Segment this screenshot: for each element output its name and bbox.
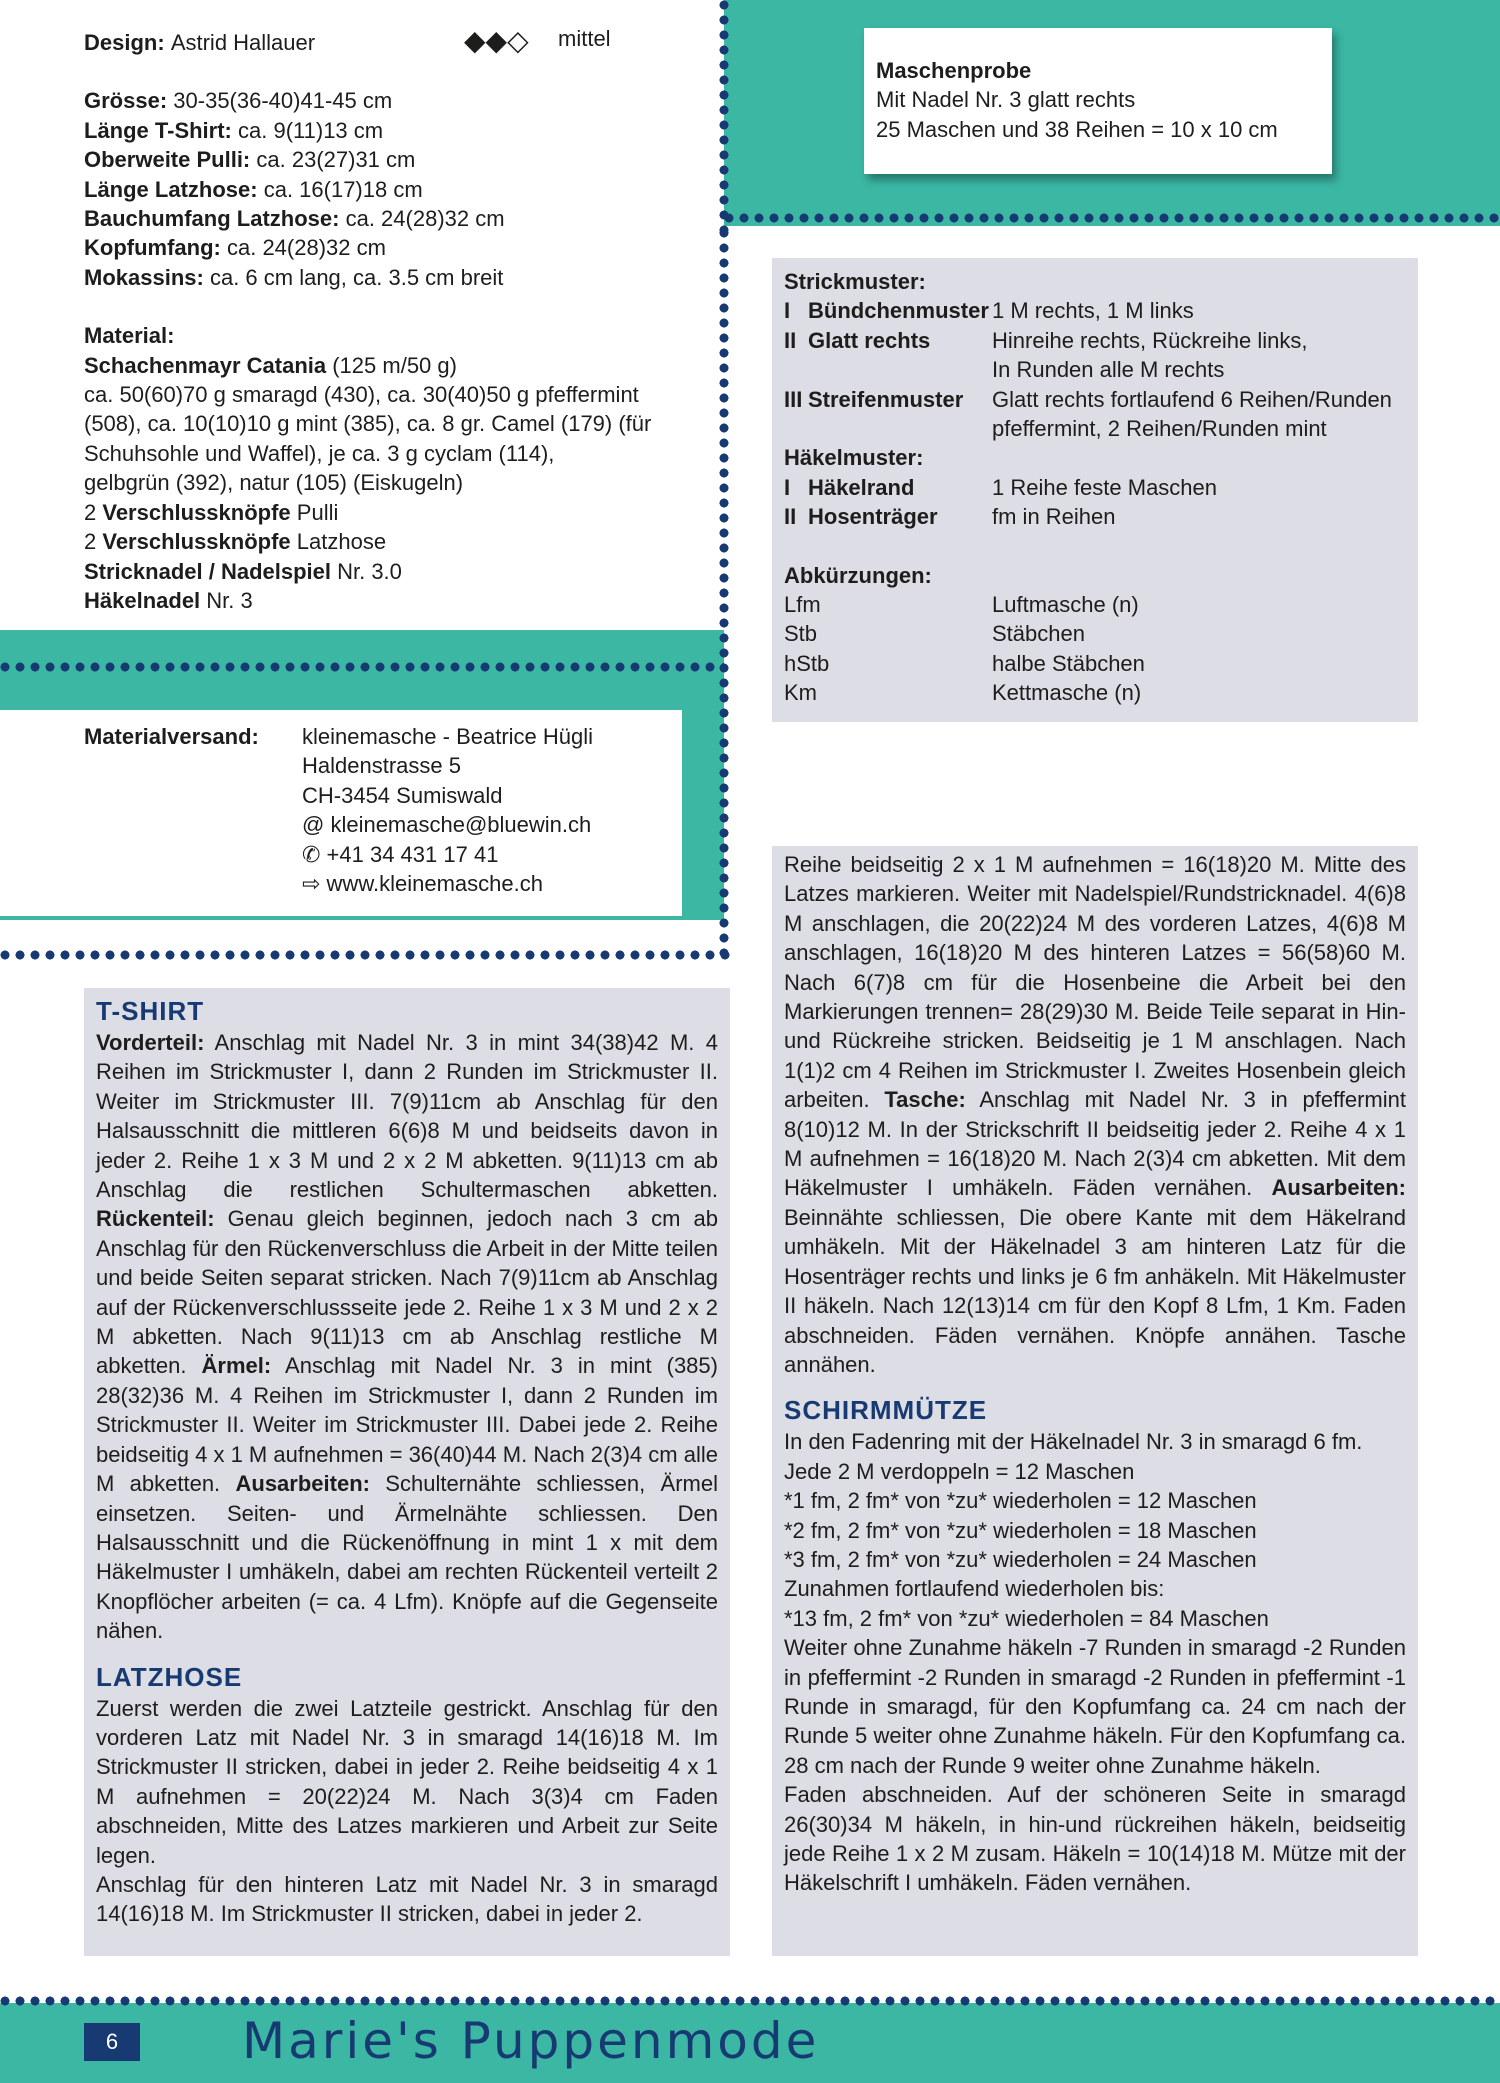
abbr-value: halbe Stäbchen — [992, 650, 1145, 676]
pattern-row — [784, 502, 1418, 531]
abbr-key: Lfm — [784, 592, 821, 618]
size-label: Oberweite Pulli: — [84, 147, 251, 173]
pattern-desc: Glatt rechts fortlaufend 6 Reihen/Runden — [992, 386, 1392, 412]
extra-label: Verschlussknöpfe — [102, 499, 291, 525]
cap-line: In den Fadenring mit der Häkelnadel Nr. 3 in smaragd 6 fm. — [784, 1429, 1363, 1455]
size-row — [84, 175, 680, 204]
pattern-number: III — [784, 386, 803, 412]
cap-text-2: Faden abschneiden. Auf der schöneren Seite in smaragd 26(30)34 M häkeln, in hin-und rückreihen häkeln, beidseitig jede Reihe 1 x 2 M zusam. Häkeln = 10(14)18 M. Mütze mit der Häkelschrift I umhäkeln. Fäden vernähen. — [784, 1782, 1406, 1896]
supplier-phone: ✆ +41 34 431 17 41 — [302, 841, 499, 867]
dotted-divider-left-lower — [0, 950, 734, 960]
extra-value: Nr. 3 — [200, 587, 253, 613]
sizes-list — [84, 86, 680, 292]
pattern-desc: Hinreihe rechts, Rückreihe links, — [992, 327, 1308, 353]
size-label: Bauchumfang Latzhose: — [84, 206, 340, 232]
pattern-name — [808, 414, 992, 443]
design-label: Design: — [84, 30, 165, 55]
extra-pre: 2 — [84, 499, 103, 525]
abbr-row — [784, 678, 1418, 707]
pattern-name: Bündchenmuster — [808, 298, 989, 324]
supplier-street: Haldenstrasse 5 — [302, 753, 461, 779]
size-label: Länge T-Shirt: — [84, 117, 232, 143]
knit-patterns-list — [784, 296, 1418, 443]
supplier-box — [0, 710, 682, 916]
pattern-name: Streifenmuster — [808, 386, 964, 412]
size-row — [84, 116, 680, 145]
size-label: Länge Latzhose: — [84, 176, 258, 202]
pattern-row — [784, 414, 1418, 443]
pattern-name: Hosenträger — [808, 504, 938, 530]
dotted-divider-vertical-middle — [719, 228, 729, 958]
difficulty-icons: ◆◆◇ — [464, 25, 529, 56]
size-row — [84, 233, 680, 262]
abbreviations-list — [784, 590, 1418, 708]
abbr-value: Kettmasche (n) — [992, 680, 1142, 706]
cap-lines — [784, 1427, 1406, 1633]
yarn-brand: Schachenmayr Catania — [84, 352, 327, 378]
extra-value: Nr. 3.0 — [330, 558, 402, 584]
pattern-desc: In Runden alle M rechts — [992, 357, 1225, 383]
abbr-key: Stb — [784, 621, 818, 647]
dotted-divider-top-right — [724, 213, 1500, 223]
latzhose-text-3: Reihe beidseitig 2 x 1 M aufnehmen = 16(18)20 M. Mitte des Latzes markieren. Weiter mit Nadelspiel/Rundstricknadel. 4(6)8 M anschlagen, die 20(22)24 M des vorderen Latzes, 4(6)8 M anschlagen, 16(18)20 M des hinteren Latzes = 56(58)60 M. Nach 6(7)8 cm für die Hosenbeine die Arbeit bei den Markierungen trennen= 28(29)30 M. Beide Teile separat in Hin- und Rückreihe stricken. Beidseitig je 1 M anschlagen. Nach 1(1)2 cm 4 Reihen im Strickmuster I. Zweites Hosenbein gleich arbeiten. Tasche: Anschlag mit Nadel Nr. 3 in pfeffermint 8(10)12 M. In der Strickschrift II beidseitig jeder 2. Reihe 4 x 1 M aufnehmen = 16(18)20 M. Nach 2(3)4 cm abketten. Mit dem Häkelmuster I umhäkeln. Fäden vernähen. Ausarbeiten: Beinnähte schliessen, Die obere Kante mit dem Häkelrand umhäkeln. Mit der Häkelnadel 3 am hinteren Latz für die Hosenträger rechts und links je 6 fm anhäkeln. Mit Häkelmuster II häkeln. Nach 12(13)14 cm für den Kopf 8 Lfm, 1 Km. Faden abschneiden. Fäden vernähen. Knöpfe annähen. Tasche annähen. — [784, 852, 1406, 1377]
size-value: ca. 24(28)32 cm — [226, 235, 386, 261]
abbr-row — [784, 619, 1418, 648]
gauge-box — [864, 28, 1332, 174]
size-value: ca. 6 cm lang, ca. 3.5 cm breit — [209, 264, 504, 290]
supplier-email[interactable]: @ kleinemasche@bluewin.ch — [302, 812, 592, 838]
abbr-row — [784, 590, 1418, 619]
yarn-line: gelbgrün (392), natur (105) (Eiskugeln) — [84, 470, 464, 496]
pattern-row — [784, 473, 1418, 502]
pattern-desc: pfeffermint, 2 Reihen/Runden mint — [992, 416, 1327, 442]
crochet-patterns-list — [784, 473, 1418, 532]
abbr-key: hStb — [784, 650, 830, 676]
pattern-row — [784, 355, 1418, 384]
cap-line: *3 fm, 2 fm* von *zu* wiederholen = 24 Maschen — [784, 1546, 1257, 1572]
design-value: Astrid Hallauer — [170, 30, 316, 55]
cap-heading: SCHIRMMÜTZE — [784, 1395, 988, 1426]
extra-row — [84, 498, 680, 527]
extra-label: Stricknadel / Nadelspiel — [84, 558, 331, 584]
yarn-line: (508), ca. 10(10)10 g mint (385), ca. 8 gr. Camel (179) (für — [84, 411, 652, 437]
tshirt-heading: T-SHIRT — [96, 996, 205, 1026]
cap-line: Zunahmen fortlaufend wiederholen bis: — [784, 1576, 1165, 1602]
cap-text-1: Weiter ohne Zunahme häkeln -7 Runden in smaragd -2 Runden in pfeffermint -2 Runden in smaragd -2 Runden in pfeffermint -1 Runde in smaragd, für den Kopfumfang ca. 24 cm nach der Runde 5 weiter ohne Zunahme häkeln. Für den Kopfumfang ca. 28 cm nach der Runde 9 weiter ohne Zunahme häkeln. — [784, 1635, 1406, 1778]
extra-value: Pulli — [290, 499, 339, 525]
abbr-value: Stäbchen — [992, 621, 1085, 647]
page-number: 6 — [84, 2023, 140, 2061]
extra-pre: 2 — [84, 529, 103, 555]
extra-row — [84, 557, 680, 586]
pattern-number: I — [784, 474, 791, 500]
extra-value: Latzhose — [290, 529, 387, 555]
extra-row — [84, 586, 680, 615]
latzhose-heading: LATZHOSE — [96, 1661, 243, 1692]
dotted-divider-vertical-top — [719, 0, 729, 240]
material-heading: Material: — [84, 323, 175, 349]
gauge-line-1: Mit Nadel Nr. 3 glatt rechts — [876, 87, 1136, 113]
yarn-line — [84, 351, 680, 380]
pattern-name: Glatt rechts — [808, 327, 931, 353]
pattern-number — [784, 355, 808, 384]
crochet-heading: Häkelmuster: — [784, 445, 924, 471]
pattern-desc: 1 M rechts, 1 M links — [992, 298, 1194, 324]
extra-row — [84, 527, 680, 556]
size-row — [84, 263, 680, 292]
cap-line: *1 fm, 2 fm* von *zu* wiederholen = 12 Maschen — [784, 1488, 1257, 1514]
latzhose-text-2: Anschlag für den hinteren Latz mit Nadel Nr. 3 in smaragd 14(16)18 M. Im Strickmuster II stricken, dabei in jeder 2. — [96, 1871, 718, 1927]
cap-line: *13 fm, 2 fm* von *zu* wiederholen = 84 Maschen — [784, 1605, 1269, 1631]
info-box — [0, 0, 680, 628]
size-value: ca. 23(27)31 cm — [256, 147, 416, 173]
pattern-number — [784, 414, 808, 443]
knit-heading: Strickmuster: — [784, 269, 926, 294]
tshirt-text: Vorderteil: Anschlag mit Nadel Nr. 3 in mint 34(38)42 M. 4 Reihen im Strickmuster I, dann 2 Runden im Strickmuster II. Weiter im Strickmuster III. 7(9)11cm ab Anschlag für den Halsausschnitt die mittleren 6(6)8 M und beidseits davon in jeder 2. Reihe 1 x 3 M und 2 x 2 M abketten. 9(11)13 cm ab Anschlag die restlichen Schultermaschen abketten. Rückenteil: Genau gleich beginnen, jedoch nach 3 cm ab Anschlag für den Rückenverschluss die Arbeit in der Mitte teilen und beide Seiten separat stricken. Nach 7(9)11cm ab Anschlag auf der Rückenverschlussseite jede 2. Reihe 1 x 3 M und 2 x 2 M abketten. Nach 9(11)13 cm ab Anschlag restliche M abketten. Ärmel: Anschlag mit Nadel Nr. 3 in mint (385) 28(32)36 M. 4 Reihen im Strickmuster I, dann 2 Runden im Strickmuster II. Weiter im Strickmuster III. Dabei jede 2. Reihe beidseitig 4 x 1 M aufnehmen = 36(40)44 M. Nach 2(3)4 cm alle M abketten. Ausarbeiten: Schulternähte schliessen, Ärmel einsetzen. Seiten- und Ärmelnähte schliessen. Den Halsausschnitt und die Rückenöffnung in mint 1 x mit dem Häkelmuster I umhäkeln, dabei am rechten Rückenteil verteilt 2 Knopflöcher arbeiten (= ca. 4 Lfm). Knöpfe auf die Gegenseite nähen. — [96, 1030, 718, 1644]
yarn-line: Schuhsohle und Waffel), je ca. 3 g cyclam (114), — [84, 440, 555, 466]
pattern-row — [784, 326, 1418, 355]
pattern-number: II — [784, 504, 797, 530]
cap-line: *2 fm, 2 fm* von *zu* wiederholen = 18 Maschen — [784, 1517, 1257, 1543]
supplier-city: CH-3454 Sumiswald — [302, 782, 503, 808]
size-value: 30-35(36-40)41-45 cm — [173, 88, 393, 114]
pattern-name — [808, 355, 992, 384]
right-instructions-panel — [772, 846, 1418, 1956]
size-label: Grösse: — [84, 88, 168, 114]
size-value: ca. 16(17)18 cm — [263, 176, 423, 202]
magazine-title: Marie's Puppenmode — [242, 2012, 820, 2070]
pattern-number: II — [784, 327, 797, 353]
size-value: ca. 9(11)13 cm — [238, 117, 384, 143]
pattern-row — [784, 385, 1418, 414]
extra-label: Verschlussknöpfe — [102, 529, 291, 555]
supplier-web[interactable]: ⇨ www.kleinemasche.ch — [302, 871, 543, 897]
gauge-title: Maschenprobe — [876, 58, 1032, 83]
size-row — [84, 204, 680, 233]
supplier-name: kleinemasche - Beatrice Hügli — [302, 724, 594, 749]
size-label: Kopfumfang: — [84, 235, 221, 261]
cap-line: Jede 2 M verdoppeln = 12 Maschen — [784, 1458, 1135, 1484]
dotted-divider-footer — [0, 1996, 1500, 2006]
pattern-name: Häkelrand — [808, 474, 915, 500]
pattern-number: I — [784, 298, 791, 324]
patterns-panel — [772, 258, 1418, 722]
supplier-label: Materialversand: — [84, 724, 259, 749]
abbr-value: Luftmasche (n) — [992, 592, 1139, 618]
yarn-lines — [84, 380, 680, 498]
left-instructions-panel — [84, 988, 730, 1956]
abbr-heading: Abkürzungen: — [784, 562, 932, 588]
size-label: Mokassins: — [84, 264, 204, 290]
pattern-row — [784, 296, 1418, 325]
abbr-row — [784, 649, 1418, 678]
size-value: ca. 24(28)32 cm — [345, 206, 505, 232]
abbr-key: Km — [784, 680, 817, 706]
difficulty-text: mittel — [558, 26, 611, 51]
gauge-line-2: 25 Maschen und 38 Reihen = 10 x 10 cm — [876, 116, 1278, 142]
yarn-spec: (125 m/50 g) — [332, 352, 457, 378]
yarn-line: ca. 50(60)70 g smaragd (430), ca. 30(40)50 g pfeffermint — [84, 382, 639, 408]
pattern-desc: fm in Reihen — [992, 504, 1116, 530]
extras-list — [84, 498, 680, 616]
pattern-desc: 1 Reihe feste Maschen — [992, 474, 1218, 500]
latzhose-text-1: Zuerst werden die zwei Latzteile gestrickt. Anschlag für den vorderen Latz mit Nadel Nr. 3 in smaragd 14(16)18 M. Im Strickmuster II stricken, dabei in jeder 2. Reihe beidseitig 4 x 1 M aufnehmen = 20(22)24 M. Nach 3(3)4 cm Faden abschneiden, Mitte des Latzes markieren und Arbeit zur Seite legen. — [96, 1695, 718, 1868]
size-row — [84, 145, 680, 174]
dotted-divider-left-upper — [0, 662, 724, 672]
size-row — [84, 86, 680, 115]
design-line — [84, 25, 680, 57]
extra-label: Häkelnadel — [84, 587, 201, 613]
